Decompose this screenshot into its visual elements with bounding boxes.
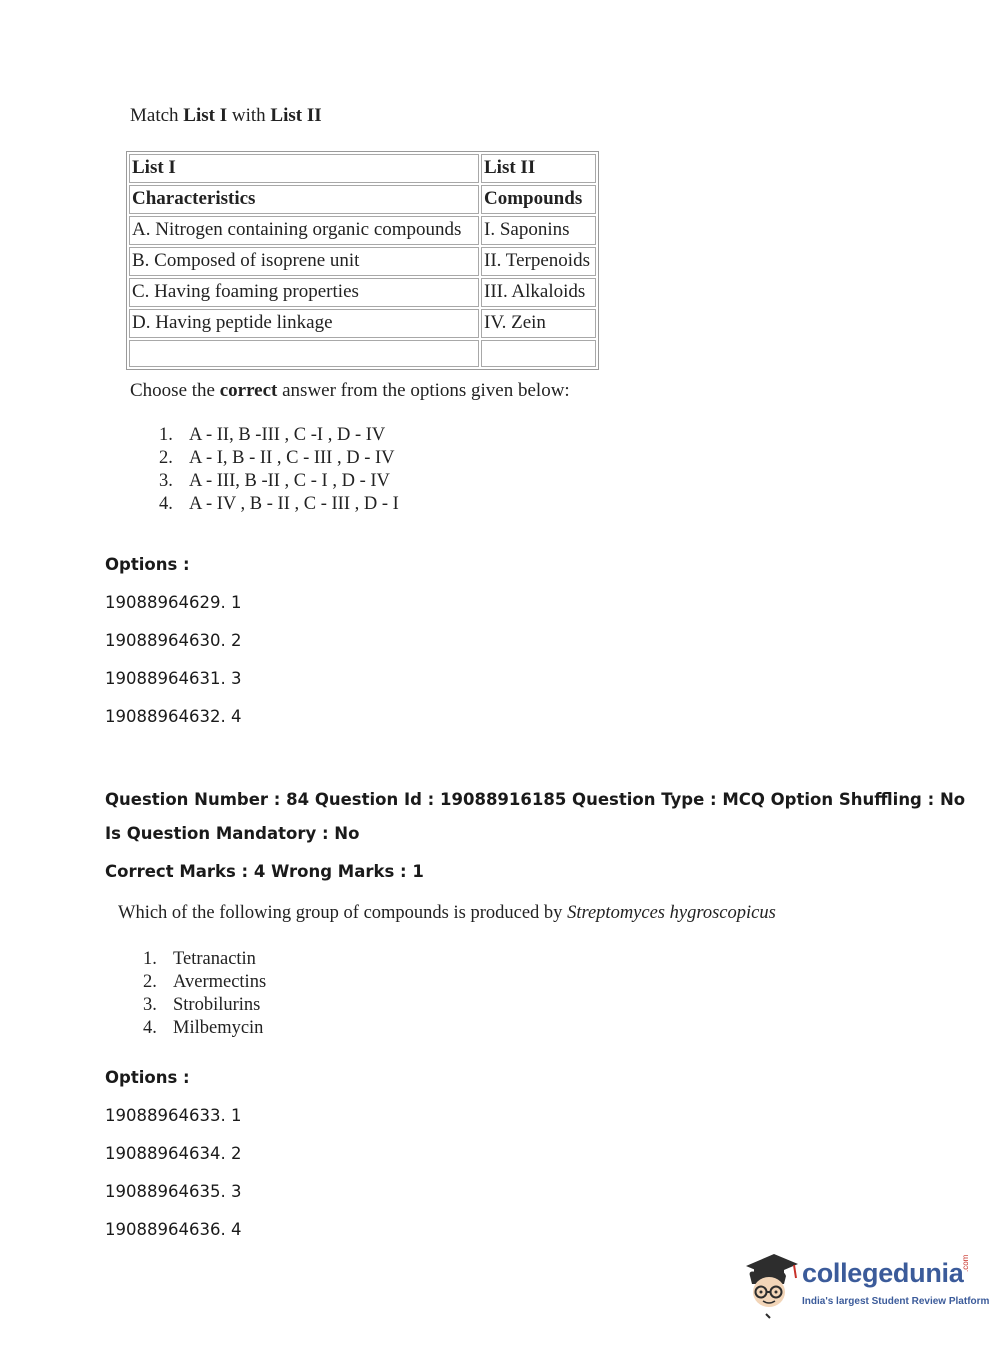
logo-wordmark: collegedunia — [802, 1258, 964, 1288]
table-header-cell: List II — [481, 154, 596, 183]
table-header-cell: Characteristics — [129, 185, 479, 214]
table-cell: B. Composed of isoprene unit — [129, 247, 479, 276]
table-cell: III. Alkaloids — [481, 278, 596, 307]
list-item: 2. Avermectins — [143, 972, 267, 992]
table-row — [129, 278, 596, 307]
answer-list — [159, 424, 399, 516]
choose-instruction: Choose the correct answer from the options given below: — [130, 380, 570, 401]
question-mandatory: Is Question Mandatory : No — [105, 824, 360, 843]
table-cell — [481, 340, 596, 367]
table-subheader-row — [129, 185, 596, 214]
list-item: 1. A - II, B -III , C -I , D - IV — [159, 425, 386, 445]
option-item: 19088964634. 2 — [105, 1144, 242, 1163]
match-heading: Match List I with List II — [130, 105, 322, 126]
list-item: 4. A - IV , B - II , C - III , D - I — [159, 494, 399, 514]
table-cell: IV. Zein — [481, 309, 596, 338]
table-row — [129, 309, 596, 338]
table-empty-row — [129, 340, 596, 367]
question-meta: Question Number : 84 Question Id : 19088916185 Question Type : MCQ Option Shuffling : No — [105, 790, 966, 809]
answer-list — [143, 948, 266, 1040]
mascot-icon — [740, 1250, 800, 1320]
logo-tagline: India's largest Student Review Platform — [802, 1296, 990, 1307]
table-cell: II. Terpenoids — [481, 247, 596, 276]
list-item: 2. A - I, B - II , C - III , D - IV — [159, 448, 395, 468]
option-item: 19088964632. 4 — [105, 707, 242, 726]
option-item: 19088964633. 1 — [105, 1106, 242, 1125]
options-label: Options : — [105, 1068, 190, 1087]
table-cell: A. Nitrogen containing organic compounds — [129, 216, 479, 245]
table-header-row — [129, 154, 596, 183]
table-header-cell: List I — [129, 154, 479, 183]
list-item: 3. A - III, B -II , C - I , D - IV — [159, 471, 390, 491]
question-marks: Correct Marks : 4 Wrong Marks : 1 — [105, 862, 424, 881]
table-cell — [129, 340, 479, 367]
option-item: 19088964630. 2 — [105, 631, 242, 650]
table-row — [129, 247, 596, 276]
question-text: Which of the following group of compounds is produced by Streptomyces hygroscopicus — [118, 903, 776, 923]
table-cell: I. Saponins — [481, 216, 596, 245]
table-header-cell: Compounds — [481, 185, 596, 214]
match-table — [126, 151, 599, 370]
options-label: Options : — [105, 555, 190, 574]
option-item: 19088964635. 3 — [105, 1182, 242, 1201]
list-item: 1. Tetranactin — [143, 949, 256, 969]
option-item: 19088964631. 3 — [105, 669, 242, 688]
option-item: 19088964629. 1 — [105, 593, 242, 612]
table-cell: C. Having foaming properties — [129, 278, 479, 307]
list-item: 4. Milbemycin — [143, 1018, 264, 1038]
logo-com: .com — [961, 1254, 970, 1272]
collegedunia-logo — [740, 1250, 990, 1320]
option-item: 19088964636. 4 — [105, 1220, 242, 1239]
table-cell: D. Having peptide linkage — [129, 309, 479, 338]
table-row — [129, 216, 596, 245]
list-item: 3. Strobilurins — [143, 995, 261, 1015]
